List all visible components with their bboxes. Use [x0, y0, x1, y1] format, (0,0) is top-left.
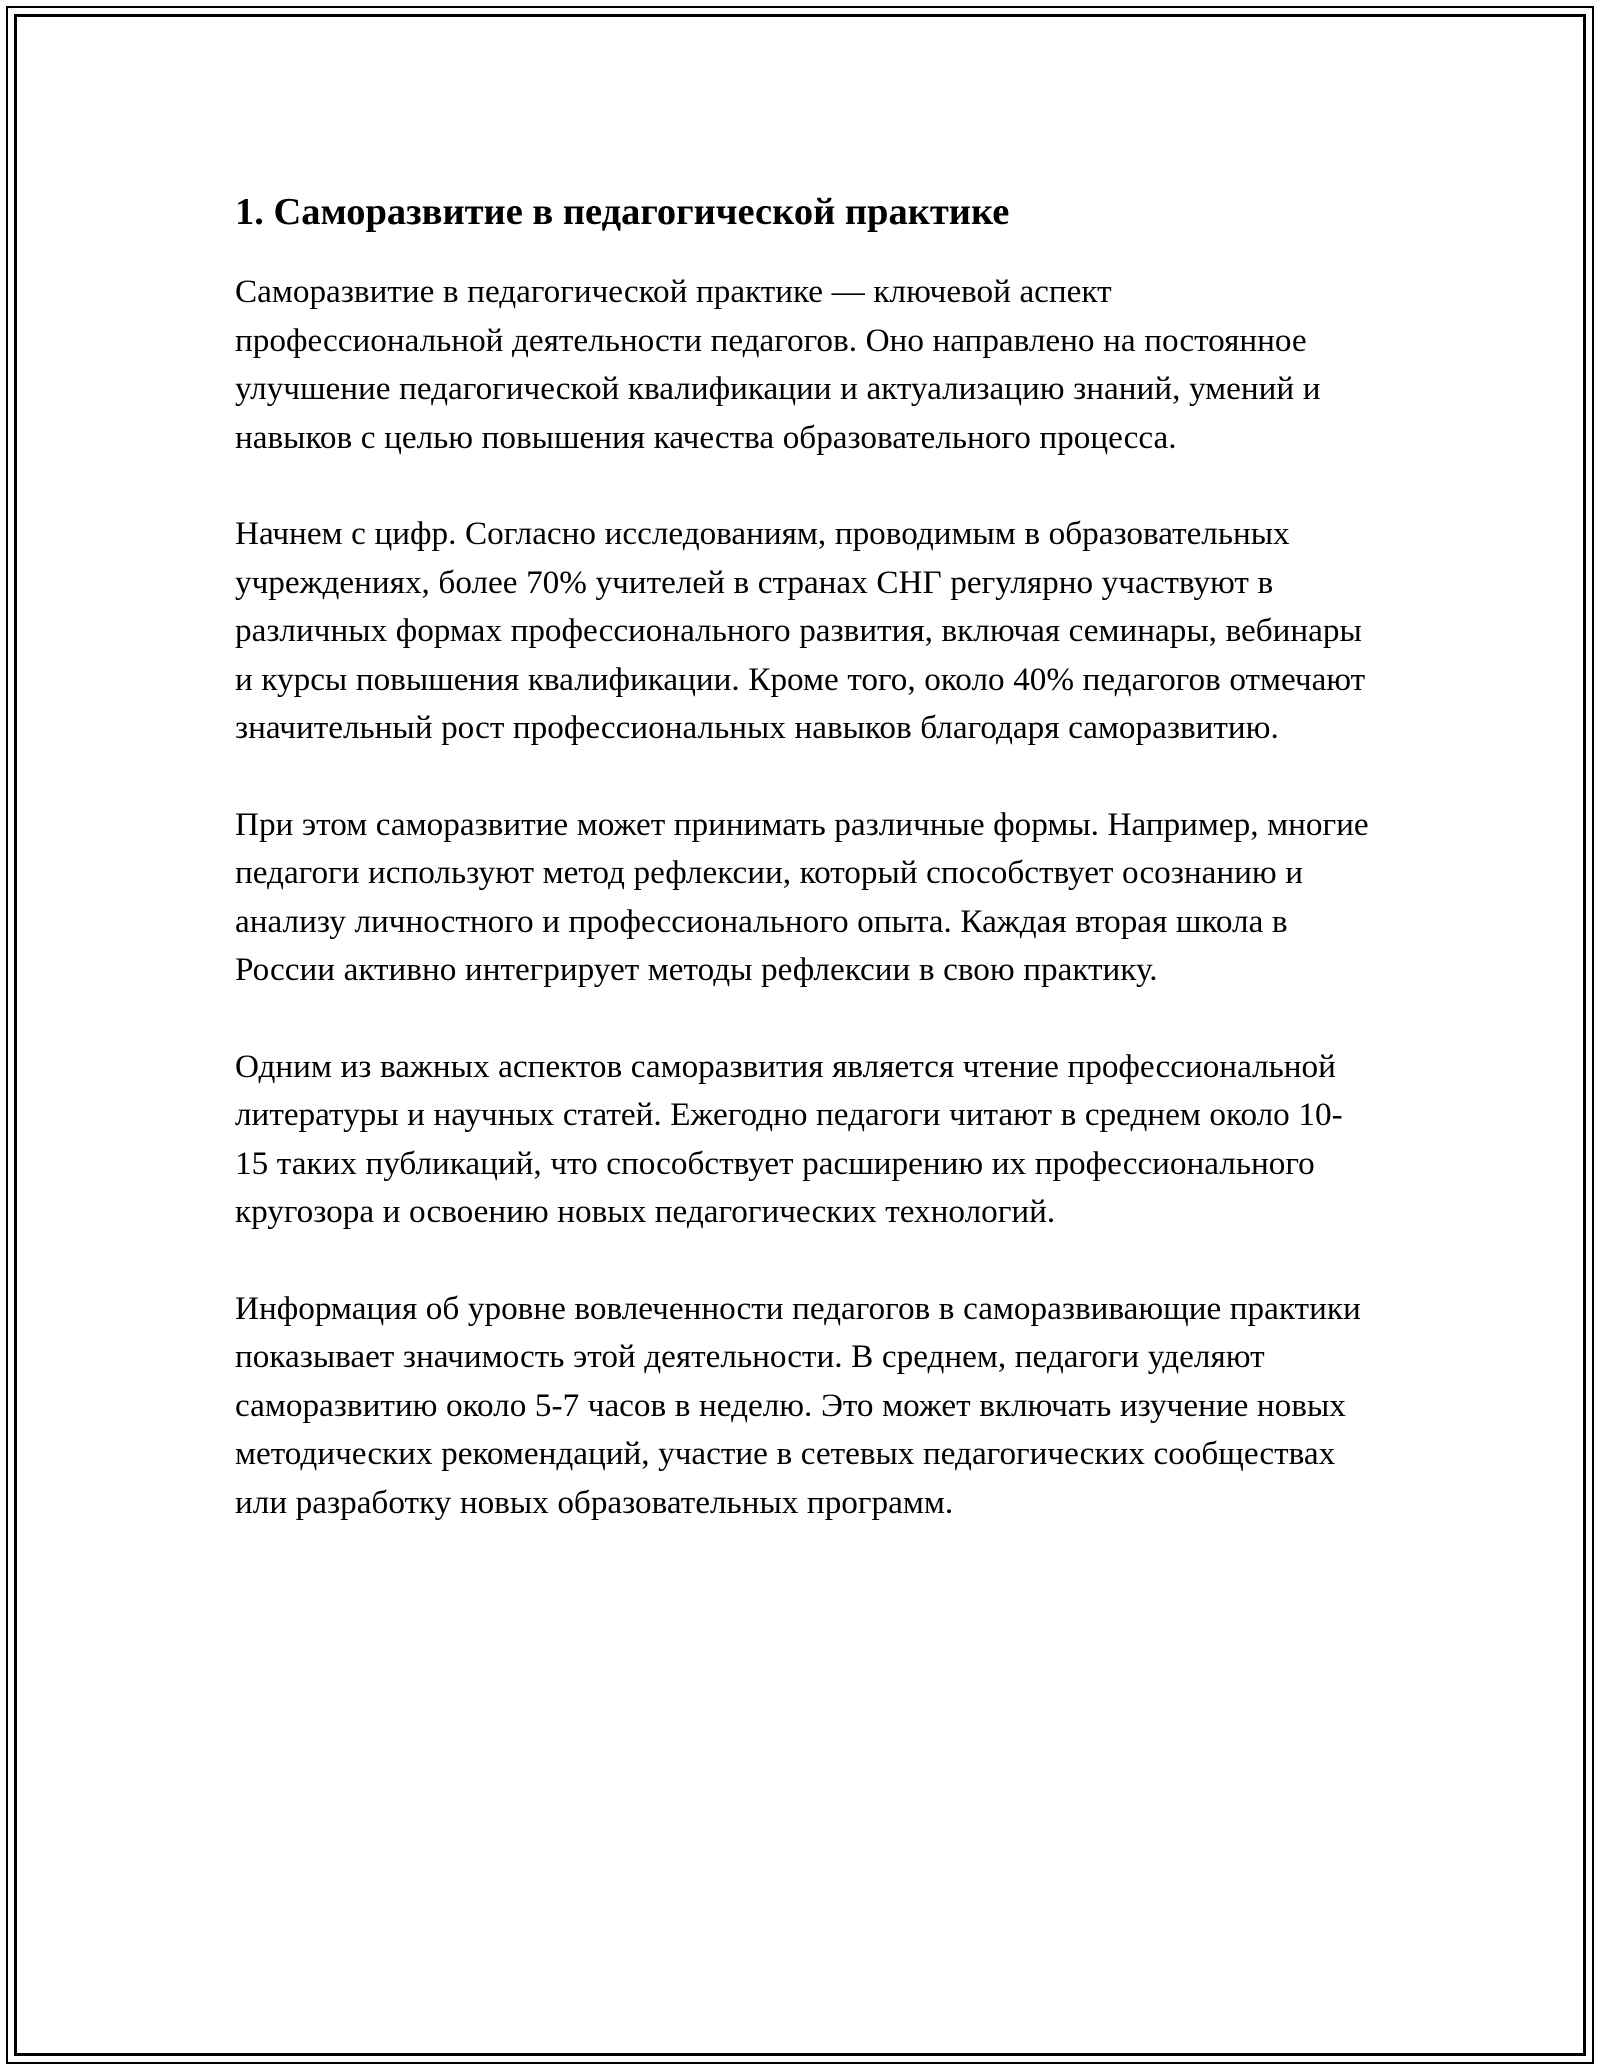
- paragraph-reflection: При этом саморазвитие может принимать различные формы. Например, многие педагоги используют метод рефлексии, который способствует осознанию и анализу личностного и профессионального опыта. Каждая вторая школа в России активно интегрирует методы рефлексии в свою практику.: [235, 805, 1369, 988]
- paragraph-engagement: Информация об уровне вовлеченности педагогов в саморазвивающие практики показывает значимость этой деятельности. В среднем, педагоги уделяют саморазвитию около 5-7 часов в неделю. Это может включать изучение новых методических рекомендаций, участие в сетевых педагогических сообществах или разработку новых образовательных программ.: [235, 1289, 1361, 1521]
- document-body: [235, 186, 1370, 1575]
- paragraph-statistics: Начнем с цифр. Согласно исследованиям, проводимым в образовательных учреждениях, более 70% учителей в странах СНГ регулярно участвуют в различных формах профессионального развития, включая семинары, вебинары и курсы повышения квалификации. Кроме того, около 40% педагогов отмечают значительный рост профессиональных навыков благодаря саморазвитию.: [235, 515, 1366, 746]
- paragraph-reading: Одним из важных аспектов саморазвития является чтение профессиональной литературы и научных статей. Ежегодно педагоги читают в среднем около 10-15 таких публикаций, что способствует расширению их профессионального кругозора и освоению новых педагогических технологий.: [235, 1047, 1343, 1230]
- section-title: 1. Саморазвитие в педагогической практике: [235, 191, 1010, 233]
- paragraph-intro: Саморазвитие в педагогической практике — ключевой аспект профессиональной деятельности педагогов. Оно направлено на постоянное улучшение педагогической квалификации и актуализацию знаний, умений и навыков с целью повышения качества образовательного процесса.: [235, 273, 1321, 456]
